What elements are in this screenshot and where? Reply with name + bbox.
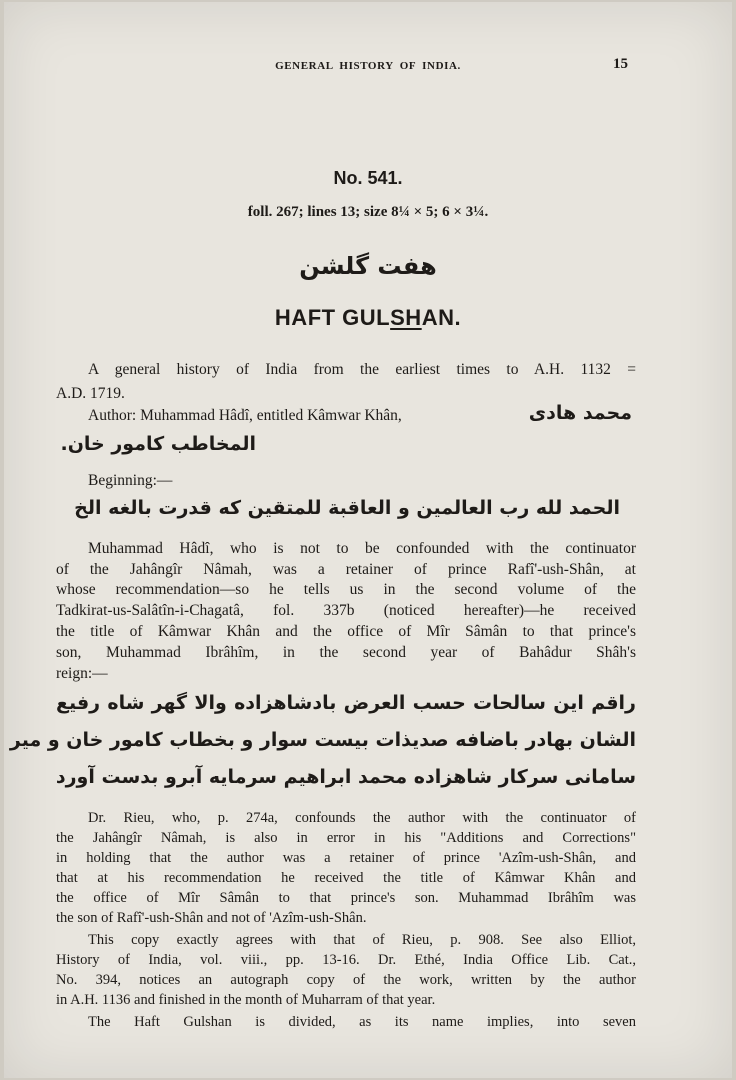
text-line: son, Muhammad Ibrâhîm, in the second year of Bahâdur Shâh's [56,644,636,661]
text-line: the Jahângîr Nâmah, is also in error in his "Additions and Corrections" [56,830,636,846]
text-line: in A.H. 1136 and finished in the month of Muharram of that year. [56,992,436,1008]
text-line: History of India, vol. viii., pp. 13-16. Dr. Ethé, India Office Lib. Cat., [56,952,636,968]
text-line: Dr. Rieu, who, p. 274a, confounds the author with the continuator of [88,810,636,826]
persian-title: هفت گلشن [299,252,437,280]
title-part2: AN. [421,305,462,330]
collation-line: foll. 267; lines 13; size 8¼ × 5; 6 × 3¼. [247,204,489,220]
text-line: This copy exactly agrees with that of Rieu, p. 908. See also Elliot, [88,932,636,948]
book-page [4,2,732,1078]
text-line: Tadkirat-us-Salâtîn-i-Chagatâ, fol. 337b (noticed hereafter)—he received [56,602,636,619]
text-line: of the Jahângîr Nâmah, was a retainer of prince Rafî'-ush-Shân, at [56,561,636,578]
arabic-author-title: المخاطب کامور خان. [60,433,256,455]
text-line: No. 394, notices an autograph copy of the work, written by the author [56,972,636,988]
text-line: The Haft Gulshan is divided, as its name implies, into seven [88,1014,636,1030]
arabic-quote-line: راقم این سالحات حسب العرض بادشاهزاده والا گهر شاه رفیع [56,692,636,714]
text-line: in holding that the author was a retainer of prince 'Azîm-ush-Shân, and [56,850,636,866]
text-line: the office of Mîr Sâmân to that prince's son. Muhammad Ibrâhîm was [56,890,636,906]
author-line: Author: Muhammad Hâdî, entitled Kâmwar Khân, [88,407,402,424]
text-line: the title of Kâmwar Khân and the office of Mîr Sâmân to that prince's [56,623,636,640]
arabic-quote-line: الشان بهادر باضافه صدیذات بیست سوار و بخطاب کامور خان و میر [9,729,636,751]
entry-number: No. 541. [333,168,403,188]
text-line: the son of Rafî'-ush-Shân and not of 'Azîm-ush-Shân. [56,910,367,926]
text-line: that at his recommendation he received the title of Kâmwar Khân and [56,870,636,886]
running-head: GENERAL HISTORY OF INDIA. [275,60,461,72]
text-line: A general history of India from the earliest times to A.H. 1132 = [88,361,636,378]
arabic-beginning: الحمد لله رب العالمین و العاقبة للمتقین که قدرت بالغه الخ [74,497,620,519]
text-line: Muhammad Hâdî, who is not to be confounded with the continuator [88,540,636,557]
page-number: 15 [613,56,628,72]
title-part1: HAFT GUL [274,305,391,330]
title-underlined: SH [390,305,422,330]
beginning-label: Beginning:— [88,472,173,489]
text-line: reign:— [56,665,108,682]
arabic-author-name: محمد هادی [528,402,632,424]
arabic-quote-line: سامانی سرکار شاهزاده محمد ابراهیم سرمایه آبرو بدست آورد [55,766,636,788]
text-line: whose recommendation—so he tells us in the second volume of the [56,581,636,598]
work-title [4,305,732,331]
text-line: A.D. 1719. [56,385,125,402]
